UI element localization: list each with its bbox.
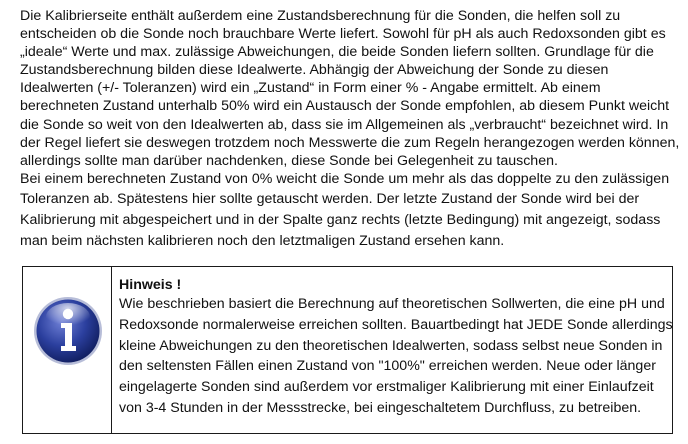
paragraph-line: Bei einem berechneten Zustand von 0% weicht die Sonde um mehr als das doppelte zu den zulässigen — [20, 170, 670, 187]
paragraph-line: Idealwerten (+/- Toleranzen) wird ein „Zustand“ in Form einer % - Angabe ermittelt. Ab einem — [20, 80, 601, 97]
paragraph-line: Toleranzen ab. Spätestens hier sollte getauscht werden. Der letzte Zustand der Sonde wird bei der — [20, 190, 640, 207]
paragraph-line: entscheiden ob die Sonde noch brauchbare Werte liefert. Sowohl für pH als auch Redoxsonden gibt es — [20, 26, 666, 43]
body-paragraph — [20, 7, 680, 250]
info-icon — [32, 295, 104, 367]
paragraph-line: die Sonde so weit von den Idealwerten ab, dass sie im Allgemeinen als „verbraucht“ bezeichnet wird. In — [20, 116, 669, 133]
paragraph-line: allerdings sollte man darüber nachdenken, diese Sonde bei Gelegenheit zu tauschen. — [20, 152, 558, 169]
note-title: Hinweis ! — [119, 277, 182, 293]
paragraph-line: man beim nächsten kalibrieren noch den letztmaligen Zustand ersehen kann. — [20, 233, 505, 250]
note-line: Wie beschrieben basiert die Berechnung auf theoretischen Sollwerten, die eine pH und — [119, 296, 665, 312]
paragraph-line: der Regel liefert sie deswegen trotzdem noch Messwerte die zum Regeln herangezogen werden können, — [20, 134, 680, 151]
note-line: von 3-4 Stunden in der Messstrecke, bei eingeschaltetem Durchfluss, zu betreiben. — [119, 399, 642, 416]
note-line: den seltensten Fällen einen Zustand von "100%" erreichen werden. Neue oder länger — [119, 358, 656, 375]
note-content — [119, 276, 673, 419]
note-line: kleine Abweichungen zu den theoretischen Idealwerten, sodass selbst neue Sonden in — [119, 337, 663, 354]
paragraph-line: Kalibrierung mit abgespeichert und in der Spalte ganz rechts (letzte Bedingung) mit angezeigt, sodass — [20, 212, 661, 229]
note-divider — [111, 267, 112, 433]
paragraph-line: Die Kalibrierseite enthält außerdem eine Zustandsberechnung für die Sonden, die helfen soll zu — [20, 8, 621, 24]
paragraph-line: berechneten Zustand unterhalb 50% wird ein Austausch der Sonde empfohlen, ab diesem Punkt weicht — [20, 98, 670, 115]
note-line: Redoxsonde normalerweise erreichen sollten. Bauartbedingt hat JEDE Sonde allerdings — [119, 316, 673, 333]
note-box — [22, 266, 673, 434]
note-line: eingelagerte Sonden sind außerdem vor erstmaliger Kalibrierung mit einer Einlaufzeit — [119, 379, 654, 396]
paragraph-line: „ideale“ Werte und max. zulässige Abweichungen, die beide Sonden liefern sollten. Grundlage für die — [20, 44, 654, 61]
paragraph-line: Zustandsberechnung bilden diese Idealwerte. Abhängig der Abweichung der Sonde zu diesen — [20, 62, 609, 79]
